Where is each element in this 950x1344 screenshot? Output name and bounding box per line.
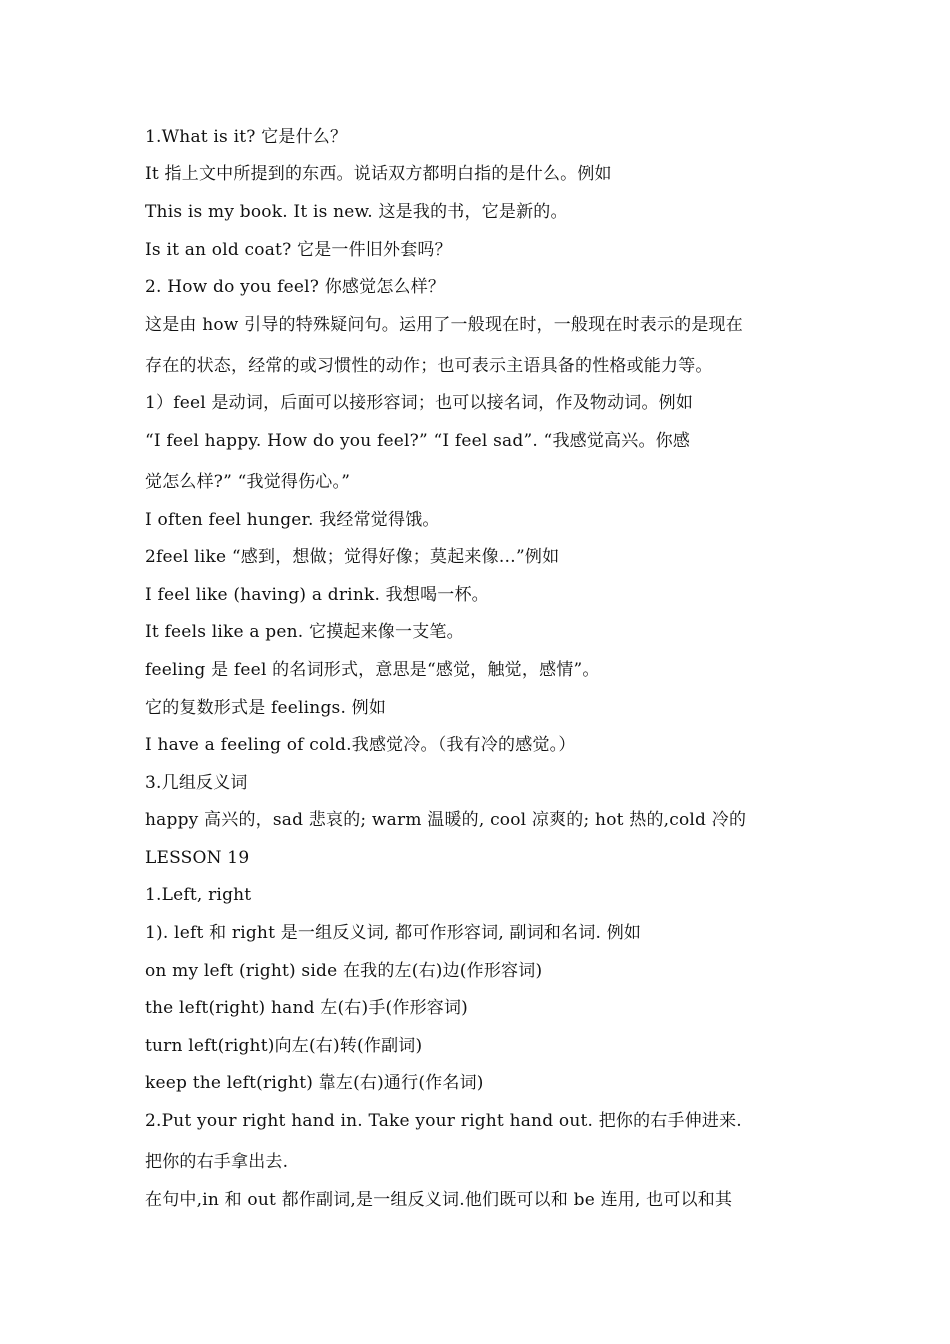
text-line: 2feel like “感到，想做；觉得好像；莫起来像…”例如	[145, 547, 560, 567]
text-line: the left(right) hand 左(右)手(作形容词)	[145, 998, 469, 1018]
text-line: 1）feel 是动词，后面可以接形容词；也可以接名词，作及物动词。例如	[145, 393, 694, 413]
text-line: Is it an old coat? 它是一件旧外套吗？	[145, 240, 452, 260]
text-line: I feel like (having) a drink. 我想喝一杯。	[145, 585, 489, 605]
text-line: This is my book. It is new. 这是我的书，它是新的。	[145, 202, 568, 222]
text-line: I have a feeling of cold.我感觉冷。（我有冷的感觉。）	[145, 735, 576, 755]
text-line: keep the left(right) 靠左(右)通行(作名词)	[145, 1073, 484, 1093]
text-line: 2. How do you feel? 你感觉怎么样？	[145, 277, 446, 297]
document-body	[145, 122, 825, 1211]
text-line: 1.What is it? 它是什么？	[145, 127, 348, 147]
text-line: happy 高兴的，sad 悲哀的; warm 温暖的, cool 凉爽的; hot 热的,cold 冷的	[145, 810, 747, 830]
text-line: 把你的右手拿出去.	[145, 1152, 289, 1172]
text-line: on my left (right) side 在我的左(右)边(作形容词)	[145, 961, 543, 981]
text-line: turn left(right)向左(右)转(作副词)	[145, 1036, 423, 1056]
text-line: 这是由 how 引导的特殊疑问句。运用了一般现在时，一般现在时表示的是现在	[145, 315, 743, 335]
text-line: “I feel happy. How do you feel?” “I feel sad”. “我感觉高兴。你感	[145, 431, 691, 451]
text-line: 存在的状态，经常的或习惯性的动作；也可表示主语具备的性格或能力等。	[145, 356, 713, 376]
text-line: It feels like a pen. 它摸起来像一支笔。	[145, 622, 464, 642]
text-line: 1). left 和 right 是一组反义词, 都可作形容词, 副词和名词. 例如	[145, 923, 642, 943]
text-line: It 指上文中所提到的东西。说话双方都明白指的是什么。例如	[145, 164, 612, 184]
text-line: I often feel hunger. 我经常觉得饿。	[145, 510, 440, 530]
text-line: 觉怎么样?” “我觉得伤心。”	[145, 472, 351, 492]
text-line: 在句中,in 和 out 都作副词,是一组反义词.他们既可以和 be 连用, 也可以和其	[145, 1190, 733, 1210]
text-line: 它的复数形式是 feelings. 例如	[145, 698, 387, 718]
text-line: 2.Put your right hand in. Take your right hand out. 把你的右手伸进来.	[145, 1111, 742, 1131]
text-line: feeling 是 feel 的名词形式，意思是“感觉，触觉，感情”。	[145, 660, 600, 680]
section-heading: LESSON 19	[145, 848, 250, 868]
text-line: 1.Left, right	[145, 885, 252, 905]
text-line: 3.几组反义词	[145, 773, 248, 793]
